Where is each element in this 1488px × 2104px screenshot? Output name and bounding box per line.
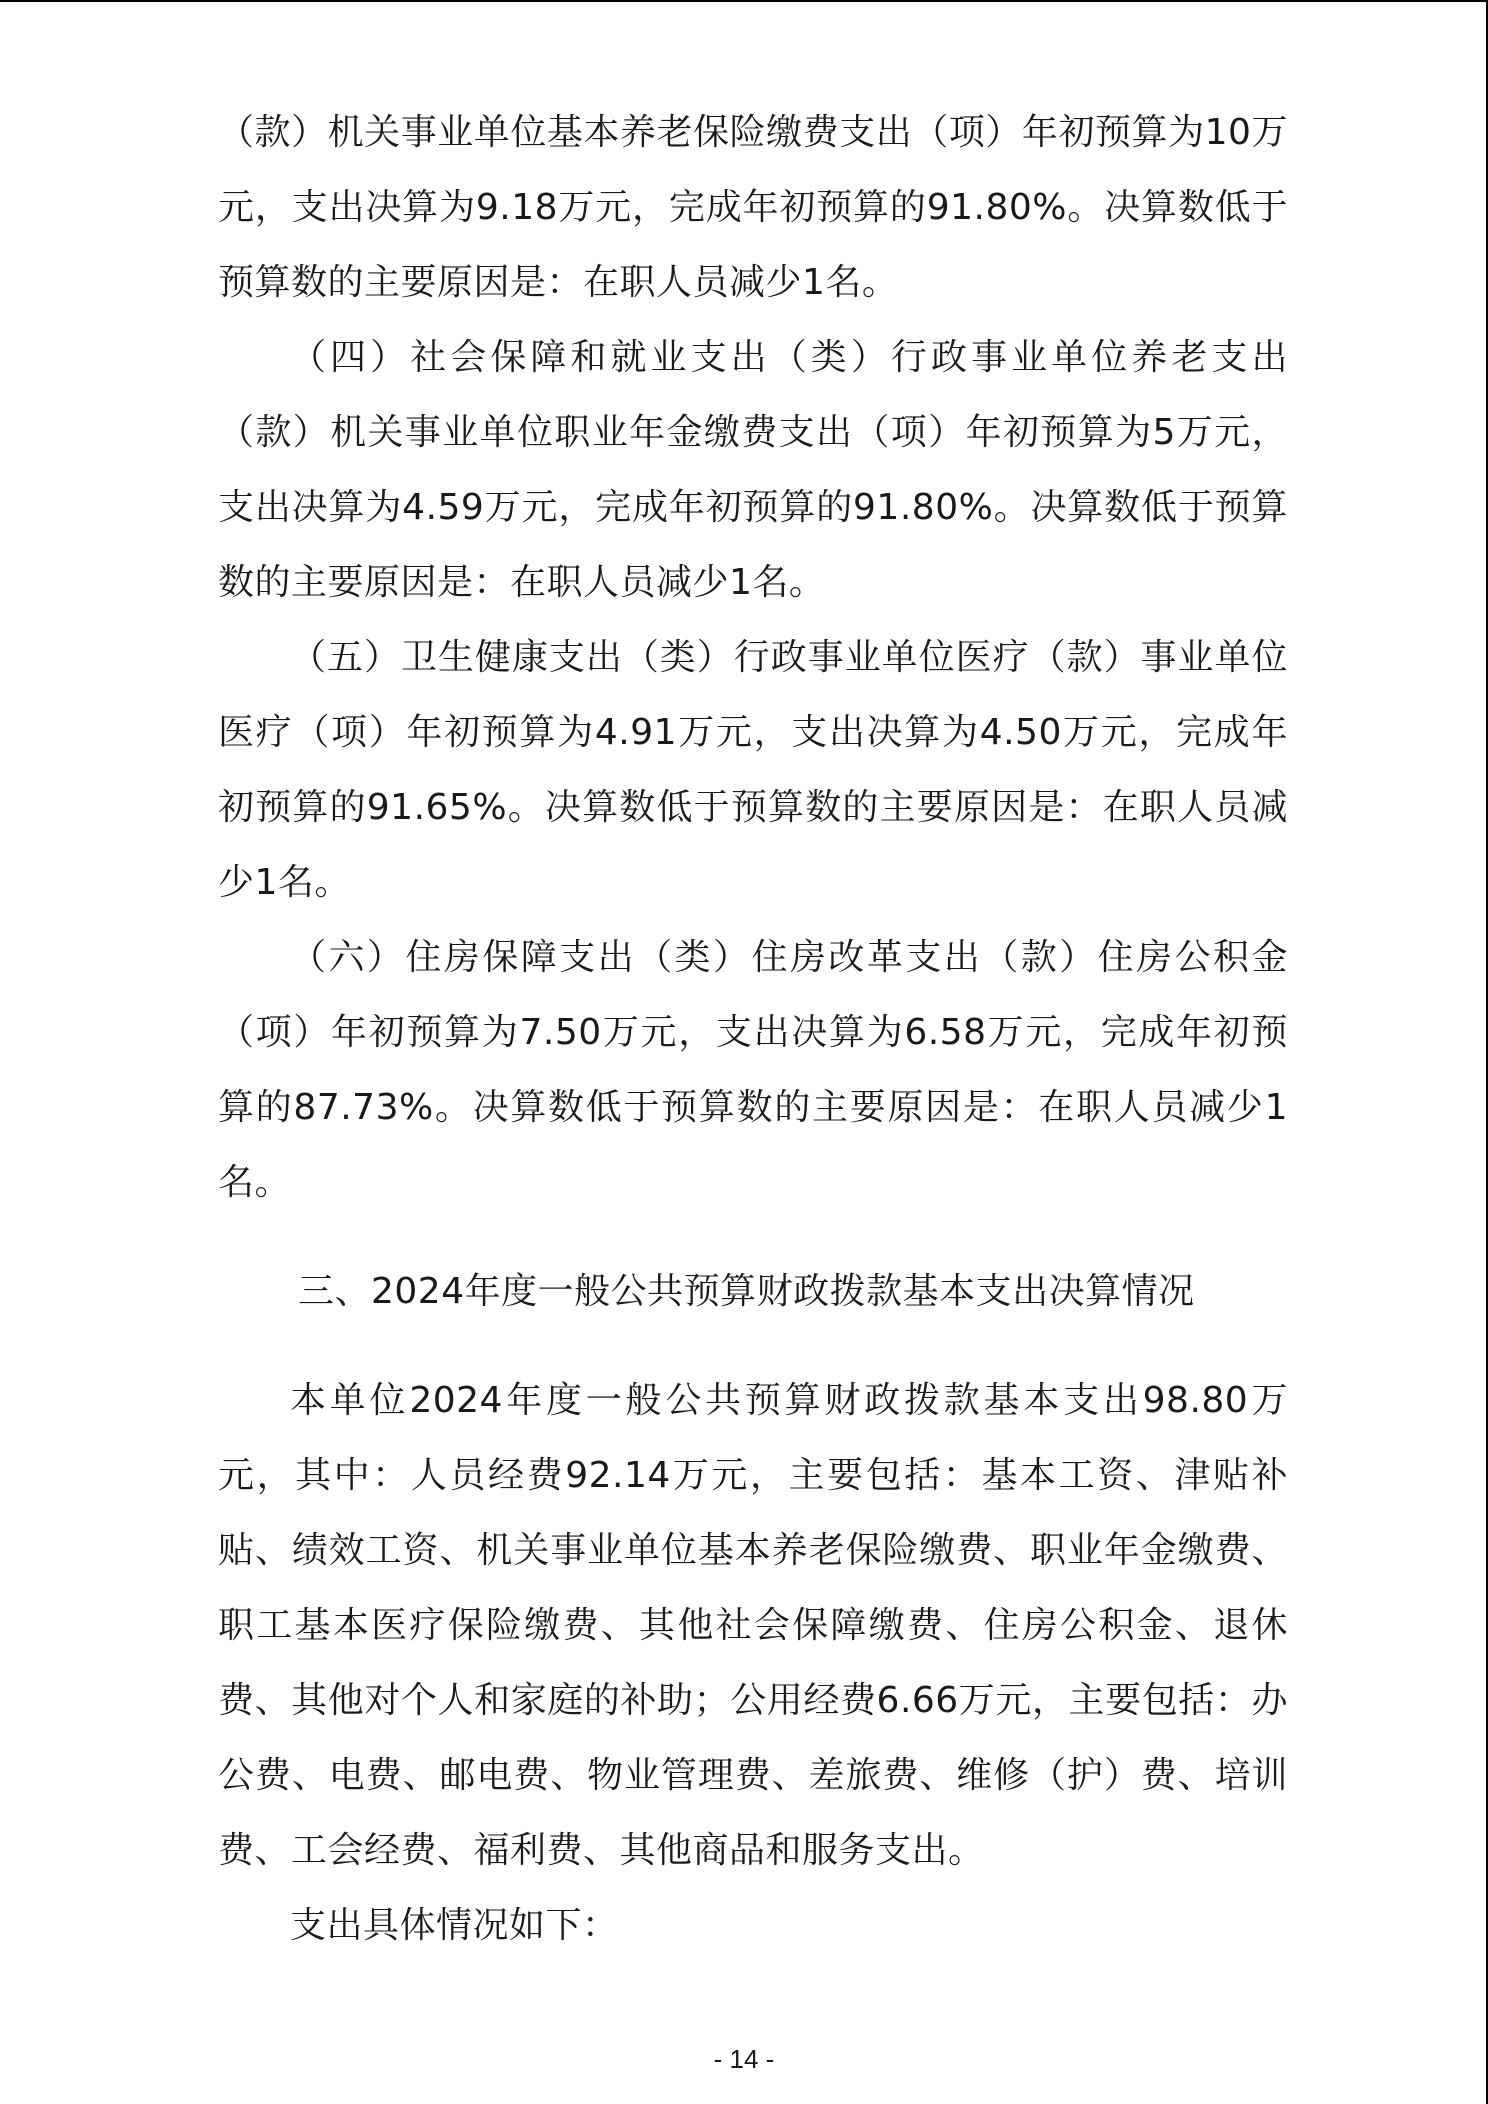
paragraph-housing-fund: （六）住房保障支出（类）住房改革支出（款）住房公积金（项）年初预算为7.50万元，支出决算为6.58万元，完成年初预算的87.73%。决算数低于预算数的主要原因是：在职人员减少1名。	[218, 937, 1288, 1203]
paragraph-occupational-annuity: （四）社会保障和就业支出（类）行政事业单位养老支出（款）机关事业单位职业年金缴费支出（项）年初预算为5万元，支出决算为4.59万元，完成年初预算的91.80%。决算数低于预算数的主要原因是：在职人员减少1名。	[218, 337, 1288, 603]
paragraph-details-intro: 支出具体情况如下：	[290, 1905, 619, 1946]
section-heading: 三、2024年度一般公共预算财政拨款基本支出决算情况	[298, 1271, 1195, 1312]
page-border-top	[0, 0, 1488, 2]
paragraph-pension-continuation: （款）机关事业单位基本养老保险缴费支出（项）年初预算为10万元，支出决算为9.18万元，完成年初预算的91.80%。决算数低于预算数的主要原因是：在职人员减少1名。	[218, 112, 1288, 303]
document-body	[218, 95, 1288, 1963]
paragraph-health-medical: （五）卫生健康支出（类）行政事业单位医疗（款）事业单位医疗（项）年初预算为4.91万元，支出决算为4.50万元，完成年初预算的91.65%。决算数低于预算数的主要原因是：在职人员减少1名。	[218, 637, 1288, 903]
paragraph-basic-expenditure: 本单位2024年度一般公共预算财政拨款基本支出98.80万元，其中：人员经费92.14万元，主要包括：基本工资、津贴补贴、绩效工资、机关事业单位基本养老保险缴费、职业年金缴费、职工基本医疗保险缴费、其他社会保障缴费、住房公积金、退休费、其他对个人和家庭的补助；公用经费6.66万元，主要包括：办公费、电费、邮电费、物业管理费、差旅费、维修（护）费、培训费、工会经费、福利费、其他商品和服务支出。	[218, 1380, 1288, 1871]
page-number: - 14 -	[713, 2044, 775, 2074]
